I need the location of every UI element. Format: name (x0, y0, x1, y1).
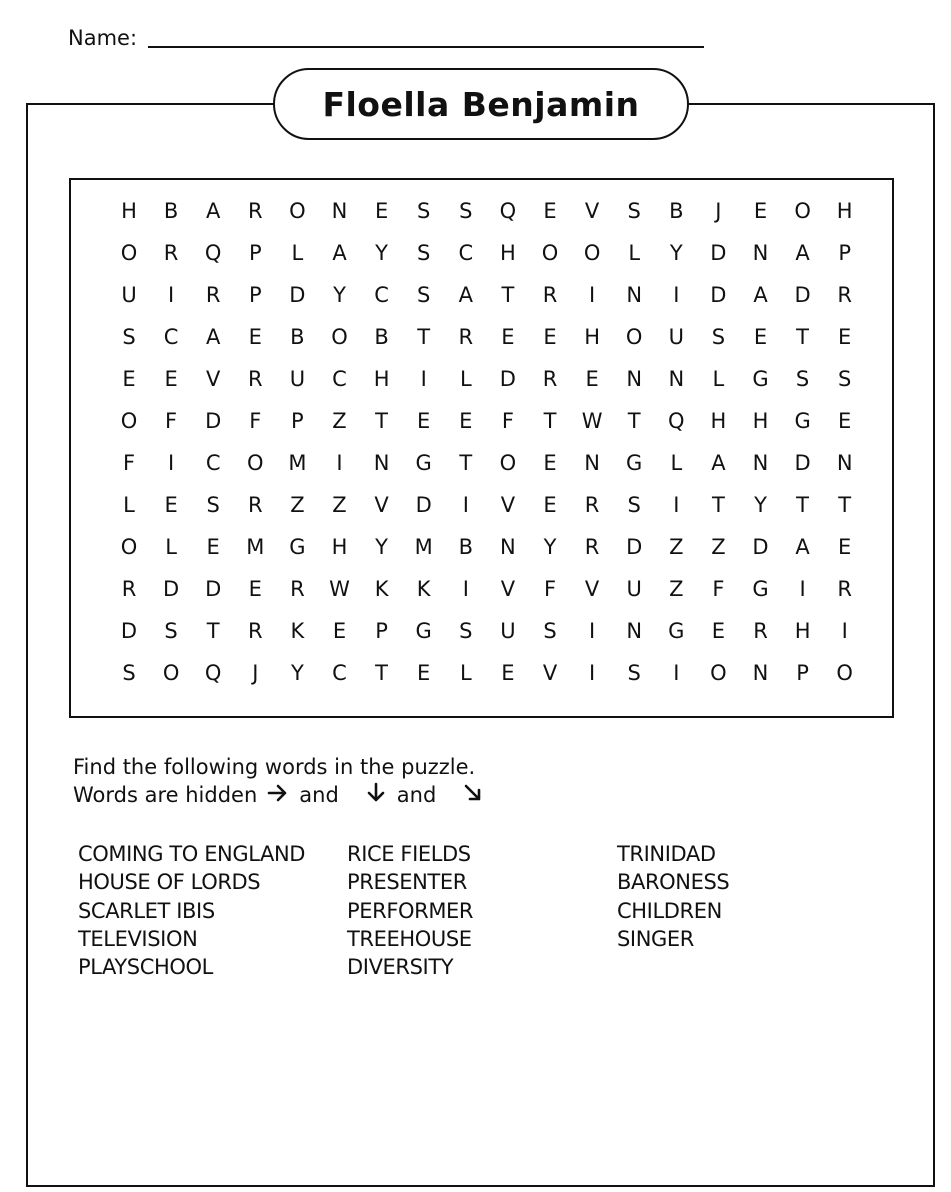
grid-letter[interactable]: J (252, 660, 259, 685)
grid-letter[interactable]: H (794, 618, 811, 643)
grid-letter[interactable]: K (374, 576, 389, 601)
grid-letter[interactable]: A (753, 282, 768, 307)
grid-letter[interactable]: Q (668, 408, 685, 433)
arrow-right-icon (267, 783, 289, 809)
grid-letter[interactable]: I (673, 282, 680, 307)
letter-grid (71, 180, 892, 716)
grid-letter[interactable]: L (628, 240, 641, 265)
grid-letter[interactable]: D (710, 282, 727, 307)
grid-letter[interactable]: L (459, 660, 472, 685)
grid-letter[interactable]: E (543, 324, 557, 349)
grid-letter[interactable]: I (167, 282, 175, 307)
grid-letter[interactable]: I (462, 576, 469, 601)
grid-letter[interactable]: S (206, 492, 220, 517)
grid-letter[interactable]: E (459, 408, 473, 433)
grid-letter[interactable]: K (290, 618, 305, 643)
grid-letter[interactable]: Y (754, 492, 767, 517)
word-search-grid (69, 178, 894, 718)
grid-letter[interactable]: R (248, 366, 263, 391)
grid-letter[interactable]: N (668, 366, 685, 391)
grid-letter[interactable]: O (120, 534, 138, 559)
grid-letter[interactable]: D (710, 240, 727, 265)
grid-letter[interactable]: I (673, 492, 680, 517)
grid-letter[interactable]: C (374, 282, 389, 307)
word-item: TELEVISION (78, 926, 198, 951)
grid-letter[interactable]: A (795, 240, 810, 265)
grid-letter[interactable]: C (458, 240, 474, 265)
grid-letter[interactable]: E (753, 198, 768, 223)
grid-letter[interactable]: E (753, 324, 768, 349)
grid-letter[interactable]: S (417, 198, 431, 223)
grid-letter[interactable]: T (501, 282, 515, 307)
grid-letter[interactable]: O (331, 324, 348, 349)
grid-letter[interactable]: H (710, 408, 727, 433)
grid-letter[interactable]: O (120, 240, 138, 265)
word-item: RICE FIELDS (347, 842, 471, 866)
grid-letter[interactable]: Z (332, 492, 347, 517)
grid-letter[interactable]: Z (290, 492, 305, 517)
grid-letter[interactable]: I (462, 492, 469, 517)
grid-letter[interactable]: L (165, 534, 177, 559)
grid-letter[interactable]: C (205, 450, 221, 475)
word-item: TRINIDAD (617, 842, 716, 866)
grid-letter[interactable]: U (626, 576, 642, 601)
grid-letter[interactable]: V (500, 492, 516, 517)
word-list-column-1 (78, 840, 305, 981)
name-label: Name: (68, 26, 138, 50)
instruction-prefix: Words are hidden (73, 783, 258, 807)
grid-letter[interactable]: G (289, 534, 306, 559)
grid-letter[interactable]: O (541, 240, 559, 265)
grid-letter[interactable]: T (711, 492, 725, 517)
grid-letter[interactable]: R (121, 576, 137, 601)
grid-letter[interactable]: E (332, 618, 347, 643)
grid-letter[interactable]: E (543, 492, 557, 517)
grid-letter[interactable]: A (795, 534, 810, 559)
grid-letter[interactable]: R (753, 618, 768, 643)
grid-letter[interactable]: E (711, 618, 726, 643)
grid-letter[interactable]: T (543, 408, 557, 433)
grid-letter[interactable]: O (120, 408, 138, 433)
grid-letter[interactable]: D (794, 450, 811, 475)
grid-letter[interactable]: C (163, 324, 179, 349)
page-title: Floella Benjamin (322, 84, 640, 124)
grid-letter[interactable]: W (581, 408, 603, 433)
grid-letter[interactable]: T (375, 408, 388, 433)
grid-letter[interactable]: I (588, 660, 596, 685)
grid-letter[interactable]: R (290, 576, 305, 601)
grid-letter[interactable]: Y (333, 282, 346, 307)
grid-letter[interactable]: Y (290, 660, 304, 685)
grid-letter[interactable]: S (795, 366, 810, 391)
grid-letter[interactable]: I (673, 660, 680, 685)
grid-letter[interactable]: C (332, 660, 347, 685)
grid-letter[interactable]: S (543, 618, 557, 643)
grid-letter[interactable]: N (626, 282, 643, 307)
grid-letter[interactable]: V (374, 492, 389, 517)
grid-letter[interactable]: E (248, 576, 262, 601)
grid-letter[interactable]: E (417, 660, 431, 685)
grid-letter[interactable]: F (543, 576, 557, 601)
word-item: PRESENTER (347, 870, 467, 895)
grid-letter[interactable]: K (416, 576, 431, 601)
grid-letter[interactable]: R (542, 366, 558, 391)
word-item: SCARLET IBIS (78, 898, 215, 923)
grid-letter[interactable]: P (248, 240, 262, 265)
word-item: BARONESS (617, 870, 730, 895)
grid-letter[interactable]: M (246, 534, 265, 559)
grid-letter[interactable]: I (799, 576, 806, 601)
grid-letter[interactable]: G (415, 618, 432, 643)
grid-letter[interactable]: H (373, 366, 390, 391)
grid-letter[interactable]: D (289, 282, 306, 307)
grid-letter[interactable]: S (417, 240, 431, 265)
word-item: CHILDREN (617, 898, 722, 923)
grid-letter[interactable]: D (499, 366, 516, 391)
grid-letter[interactable]: G (626, 450, 643, 475)
grid-letter[interactable]: O (289, 198, 306, 223)
grid-letter[interactable]: Z (332, 408, 347, 433)
grid-letter[interactable]: R (837, 576, 852, 601)
word-item: HOUSE OF LORDS (78, 870, 261, 895)
grid-letter[interactable]: A (206, 198, 221, 223)
grid-letter[interactable]: E (838, 324, 852, 349)
grid-letter[interactable]: R (248, 492, 263, 517)
grid-letter[interactable]: E (585, 366, 599, 391)
grid-letter[interactable]: S (838, 366, 852, 391)
grid-letter[interactable]: A (711, 450, 726, 475)
grid-letter[interactable]: S (627, 660, 641, 685)
grid-letter[interactable]: M (288, 450, 307, 475)
grid-letter[interactable]: R (584, 492, 600, 517)
grid-letter[interactable]: A (332, 240, 347, 265)
grid-letter[interactable]: E (206, 534, 220, 559)
grid-letter[interactable]: Q (204, 240, 222, 265)
grid-letter[interactable]: R (458, 324, 474, 349)
grid-letter[interactable]: H (836, 198, 853, 223)
grid-letter[interactable]: T (206, 618, 220, 643)
grid-letter[interactable]: D (163, 576, 180, 601)
grid-letter[interactable]: U (500, 618, 516, 643)
grid-letter[interactable]: E (543, 198, 557, 223)
grid-letter[interactable]: Q (204, 660, 222, 685)
grid-letter[interactable]: F (249, 408, 262, 433)
grid-letter[interactable]: E (248, 324, 262, 349)
grid-letter[interactable]: I (420, 366, 427, 391)
grid-letter[interactable]: S (711, 324, 726, 349)
grid-letter[interactable]: V (206, 366, 221, 391)
grid-letter[interactable]: R (542, 282, 558, 307)
grid-letter[interactable]: S (122, 660, 136, 685)
grid-letter[interactable]: E (417, 408, 431, 433)
grid-letter[interactable]: H (752, 408, 769, 433)
grid-letter[interactable]: Y (375, 534, 388, 559)
grid-letter[interactable]: R (248, 198, 263, 223)
grid-letter[interactable]: Z (669, 534, 684, 559)
grid-letter[interactable]: E (374, 198, 389, 223)
grid-letter[interactable]: D (205, 408, 222, 433)
grid-letter[interactable]: V (584, 198, 600, 223)
grid-letter[interactable]: H (121, 198, 137, 223)
grid-letter[interactable]: G (415, 450, 432, 475)
grid-letter[interactable]: O (583, 240, 601, 265)
grid-letter[interactable]: U (289, 366, 306, 391)
grid-letter[interactable]: I (167, 450, 175, 475)
grid-letter[interactable]: O (836, 660, 853, 685)
arrow-down-icon (365, 782, 387, 810)
word-item: PLAYSCHOOL (78, 955, 213, 980)
grid-letter[interactable]: H (331, 534, 348, 559)
grid-letter[interactable]: E (838, 408, 852, 433)
grid-letter[interactable]: O (247, 450, 264, 475)
grid-letter[interactable]: N (584, 450, 600, 475)
grid-letter[interactable]: W (329, 576, 350, 601)
grid-letter[interactable]: I (841, 618, 848, 643)
grid-letter[interactable]: P (375, 618, 388, 643)
grid-letter[interactable]: L (670, 450, 683, 475)
grid-letter[interactable]: B (669, 198, 684, 223)
grid-letter[interactable]: E (501, 660, 515, 685)
grid-letter[interactable]: R (205, 282, 221, 307)
grid-letter[interactable]: L (712, 366, 725, 391)
instruction-line-2 (73, 782, 484, 810)
grid-letter[interactable]: G (668, 618, 685, 643)
grid-letter[interactable]: L (459, 366, 472, 391)
grid-letter[interactable]: I (588, 618, 596, 643)
grid-letter[interactable]: N (331, 198, 348, 223)
grid-letter[interactable]: S (627, 198, 641, 223)
word-item: COMING TO ENGLAND (78, 842, 306, 866)
grid-letter[interactable]: R (837, 282, 852, 307)
grid-letter[interactable]: E (164, 492, 178, 517)
grid-letter[interactable]: D (794, 282, 811, 307)
and-label-1: and (299, 783, 339, 807)
title-banner (273, 68, 689, 140)
grid-letter[interactable]: E (838, 534, 852, 559)
grid-letter[interactable]: V (584, 576, 600, 601)
word-list-column-2 (347, 840, 473, 981)
grid-letter[interactable]: G (794, 408, 811, 433)
grid-letter[interactable]: Z (711, 534, 726, 559)
grid-letter[interactable]: O (499, 450, 517, 475)
grid-letter[interactable]: T (627, 408, 641, 433)
word-item: TREEHOUSE (347, 926, 472, 951)
grid-letter[interactable]: B (458, 534, 473, 559)
grid-letter[interactable]: B (290, 324, 305, 349)
grid-letter[interactable]: L (123, 492, 135, 517)
grid-letter[interactable]: N (626, 366, 643, 391)
grid-letter[interactable]: S (417, 282, 431, 307)
grid-letter[interactable]: E (501, 324, 515, 349)
grid-letter[interactable]: Z (669, 576, 684, 601)
name-write-line[interactable] (148, 46, 704, 48)
grid-letter[interactable]: D (205, 576, 222, 601)
grid-letter[interactable]: Y (543, 534, 557, 559)
grid-letter[interactable]: R (584, 534, 600, 559)
grid-letter[interactable]: D (626, 534, 643, 559)
grid-letter[interactable]: T (417, 324, 431, 349)
grid-letter[interactable]: T (459, 450, 473, 475)
grid-letter[interactable]: H (499, 240, 516, 265)
grid-letter[interactable]: P (291, 408, 304, 433)
grid-letter[interactable]: F (165, 408, 178, 433)
grid-letter[interactable]: D (752, 534, 769, 559)
grid-letter[interactable]: H (584, 324, 600, 349)
grid-letter[interactable]: S (164, 618, 178, 643)
grid-letter[interactable]: A (458, 282, 473, 307)
grid-letter[interactable]: A (206, 324, 221, 349)
grid-letter[interactable]: C (332, 366, 347, 391)
grid-letter[interactable]: B (374, 324, 389, 349)
grid-letter[interactable]: O (162, 660, 180, 685)
grid-letter[interactable]: P (248, 282, 262, 307)
grid-letter[interactable]: Y (375, 240, 388, 265)
grid-letter[interactable]: S (459, 198, 473, 223)
grid-letter[interactable]: R (248, 618, 263, 643)
grid-letter[interactable]: R (163, 240, 179, 265)
grid-letter[interactable]: Q (499, 198, 517, 223)
grid-letter[interactable]: T (796, 324, 809, 349)
word-item: DIVERSITY (347, 955, 454, 980)
grid-letter[interactable]: E (543, 450, 557, 475)
grid-letter[interactable]: V (500, 576, 516, 601)
grid-letter[interactable]: M (414, 534, 433, 559)
grid-letter[interactable]: S (627, 492, 641, 517)
grid-letter[interactable]: U (121, 282, 137, 307)
grid-letter[interactable]: G (752, 576, 769, 601)
word-list-column-3 (617, 840, 729, 953)
grid-letter[interactable]: I (588, 282, 596, 307)
grid-letter[interactable]: F (501, 408, 514, 433)
word-item: PERFORMER (347, 898, 474, 923)
grid-letter[interactable]: S (122, 324, 136, 349)
instruction-line-1: Find the following words in the puzzle. (73, 755, 476, 779)
grid-letter[interactable]: F (122, 450, 136, 475)
grid-letter[interactable]: B (163, 198, 179, 223)
grid-letter[interactable]: T (796, 492, 809, 517)
and-label-2: and (396, 783, 437, 807)
grid-letter[interactable]: L (291, 240, 304, 265)
arrow-down-right-icon (462, 782, 484, 810)
grid-letter[interactable]: G (752, 366, 769, 391)
grid-letter[interactable]: O (625, 324, 643, 349)
grid-letter[interactable]: T (375, 660, 388, 685)
grid-letter[interactable]: Y (669, 240, 683, 265)
grid-letter[interactable]: O (710, 660, 727, 685)
grid-letter[interactable]: S (459, 618, 473, 643)
grid-letter[interactable]: E (164, 366, 178, 391)
grid-letter[interactable]: N (500, 534, 516, 559)
grid-letter[interactable]: D (415, 492, 432, 517)
grid-letter[interactable]: V (542, 660, 558, 685)
grid-letter[interactable]: N (836, 450, 853, 475)
grid-letter[interactable]: T (838, 492, 852, 517)
grid-letter[interactable]: F (712, 576, 725, 601)
grid-letter[interactable]: N (752, 660, 769, 685)
grid-letter[interactable]: J (715, 198, 722, 223)
grid-letter[interactable]: N (373, 450, 390, 475)
grid-letter[interactable]: N (752, 240, 769, 265)
grid-letter[interactable]: I (336, 450, 343, 475)
grid-letter[interactable]: N (752, 450, 769, 475)
grid-letter[interactable]: D (120, 618, 138, 643)
word-item: SINGER (617, 926, 694, 951)
grid-letter[interactable]: N (626, 618, 643, 643)
grid-letter[interactable]: E (122, 366, 136, 391)
grid-letter[interactable]: U (668, 324, 684, 349)
grid-letter[interactable]: P (838, 240, 852, 265)
grid-letter[interactable]: P (796, 660, 809, 685)
grid-letter[interactable]: O (794, 198, 811, 223)
